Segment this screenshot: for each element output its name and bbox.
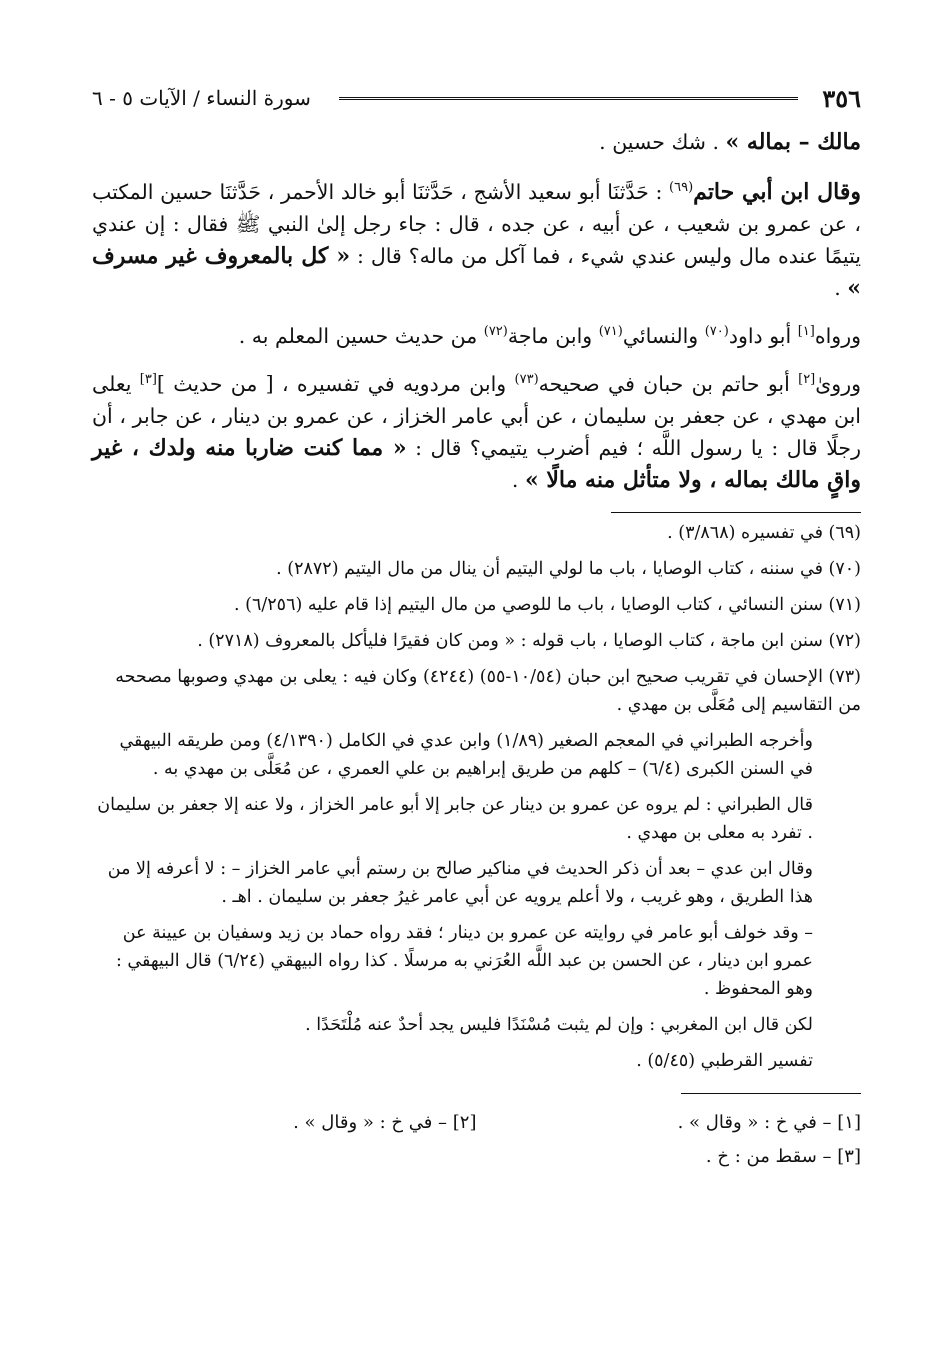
footnote-separator bbox=[611, 512, 861, 513]
page-header bbox=[92, 78, 861, 118]
footnote-continuation: تفسير القرطبي (٥/٤٥) . bbox=[636, 1051, 813, 1071]
footnote-continuation: وأخرجه الطبراني في المعجم الصغير (١/٨٩) وابن عدي في الكامل (٤/١٣٩٠) ومن طريقه البيهقي في السنن الكبرى (٦/٤) – كلهم من طريق إبراهيم بن علي العمري ، عن مُعَلَّى بن مهدي به . bbox=[119, 731, 813, 779]
page-number: ٣٥٦ bbox=[822, 83, 861, 113]
editor-note-ref: [٢] bbox=[798, 372, 816, 388]
editor-notes-row bbox=[92, 1106, 861, 1140]
footnote-ref: (٧١) bbox=[598, 324, 623, 340]
text-run: والنسائي bbox=[622, 324, 705, 348]
footnote-ref: (٧٣) bbox=[514, 372, 539, 388]
paragraph-1 bbox=[92, 176, 861, 304]
hadith-quote: « كل بالمعروف غير مسرف » bbox=[92, 243, 861, 301]
footnote: (٧٢) سنن ابن ماجة ، كتاب الوصايا ، باب قوله : « ومن كان فقيرًا فليأكل بالمعروف (٢٧١٨) . bbox=[197, 631, 861, 651]
hadith-quote: مالك – بماله » bbox=[725, 129, 861, 155]
narrator-lead: وقال ابن أبي حاتم bbox=[693, 179, 861, 205]
text-run: : حَدَّثنَا أبو سعيد الأشج ، حَدَّثنَا أبو خالد الأحمر ، حَدَّثنَا حسين المكتب ، عن عمرو بن شعيب ، عن أبيه ، عن جده ، قال : جاء رجل إلىٰ النبي ﷺ فقال : إن عندي يتيمًا عنده مال وليس عندي شيء ، فما آكل من ماله؟ قال : bbox=[92, 180, 862, 268]
editor-notes bbox=[92, 1106, 861, 1174]
main-text bbox=[92, 126, 861, 496]
text-run: أبو حاتم بن حبان في صحيحه bbox=[538, 372, 799, 396]
text-run: أبو داود bbox=[728, 324, 798, 348]
footnote-ref: (٦٩) bbox=[669, 180, 694, 196]
editor-note-ref: [١] bbox=[797, 324, 815, 340]
paragraph-3 bbox=[92, 368, 861, 496]
footnote: (٧١) سنن النسائي ، كتاب الوصايا ، باب ما للوصي من مال اليتيم إذا قام عليه (٦/٢٥٦) . bbox=[234, 595, 861, 615]
text-run: . bbox=[511, 468, 525, 492]
text-run: وابن ماجة bbox=[507, 324, 599, 348]
editor-note: [٣] – سقط من : خ . bbox=[705, 1146, 861, 1167]
footnote-continuation: وقال ابن عدي – بعد أن ذكر الحديث في مناكير صالح بن رستم أبي عامر الخزاز – : لا أعرفه إلا من هذا الطريق ، وهو غريب ، ولا أعلم يرويه عن أبي عامر غيرُ جعفر بن سليمان . اهـ . bbox=[107, 859, 813, 907]
editor-notes-row bbox=[92, 1140, 861, 1174]
text-run: وابن مردويه في تفسيره ، [ من حديث ] bbox=[156, 372, 515, 396]
text-run: يعلى ابن مهدي ، عن جعفر بن سليمان ، عن أبي عامر الخزاز ، عن عمرو بن دينار ، عن جابر ، أن رجلًا قال : يا رسول اللَّه ؛ فيم أضرب يتيمي؟ قال : bbox=[92, 372, 861, 460]
editor-note: [٢] – في خ : « وقال » . bbox=[293, 1112, 477, 1133]
footnote-continuation: – وقد خولف أبو عامر في روايته عن عمرو بن دينار ؛ فقد رواه حماد بن زيد وسفيان بن عيينة عن عمرو ابن دينار ، عن الحسن بن عبد اللَّه العُرَني به مرسلًا . كذا رواه البيهقي (٦/٢٤) قال البيهقي : وهو المحفوظ . bbox=[115, 923, 813, 999]
text-run: وروىٰ bbox=[815, 372, 861, 396]
text-run: . bbox=[834, 276, 848, 300]
footnote-continuation: لكن قال ابن المغربي : وإن لم يثبت مُسْنَدًا فليس يجد أحدٌ عنه مُلْتَحَدًا . bbox=[305, 1015, 813, 1035]
footnote: (٧٠) في سننه ، كتاب الوصايا ، باب ما لولي اليتيم أن ينال من مال اليتيم (٢٨٧٢) . bbox=[276, 559, 861, 579]
running-title: سورة النساء / الآيات ٥ - ٦ bbox=[92, 86, 311, 110]
footnote: (٧٣) الإحسان في تقريب صحيح ابن حبان (١٠/٥٤-٥٥) (٤٢٤٤) وكان فيه : يعلى بن مهدي وصوبها مصححه من التقاسيم إلى مُعَلَّى بن مهدي . bbox=[115, 667, 861, 715]
text-run: . شك حسين . bbox=[599, 130, 726, 154]
paragraph-2 bbox=[92, 320, 861, 352]
hadith-quote: « مما كنت ضاربا منه ولدك ، غير واقٍ مالك بماله ، ولا متأثل منه مالًا » bbox=[92, 435, 861, 493]
paragraph-0 bbox=[92, 126, 861, 158]
footnote: (٦٩) في تفسيره (٣/٨٦٨) . bbox=[667, 523, 861, 543]
footnote-ref: (٧٢) bbox=[483, 324, 508, 340]
text-run: من حديث حسين المعلم به . bbox=[238, 324, 484, 348]
header-rule bbox=[339, 97, 798, 100]
editor-note-ref: [٣] bbox=[139, 372, 157, 388]
text-run: ورواه bbox=[814, 324, 861, 348]
footnotes bbox=[92, 519, 861, 1075]
editor-note: [١] – في خ : « وقال » . bbox=[677, 1112, 861, 1133]
footnote-ref: (٧٠) bbox=[704, 324, 729, 340]
editor-notes-separator bbox=[681, 1093, 861, 1094]
footnote-continuation: قال الطبراني : لم يروه عن عمرو بن دينار عن جابر إلا أبو عامر الخزاز ، ولا عنه إلا جعفر بن سليمان . تفرد به معلى بن مهدي . bbox=[97, 795, 813, 843]
